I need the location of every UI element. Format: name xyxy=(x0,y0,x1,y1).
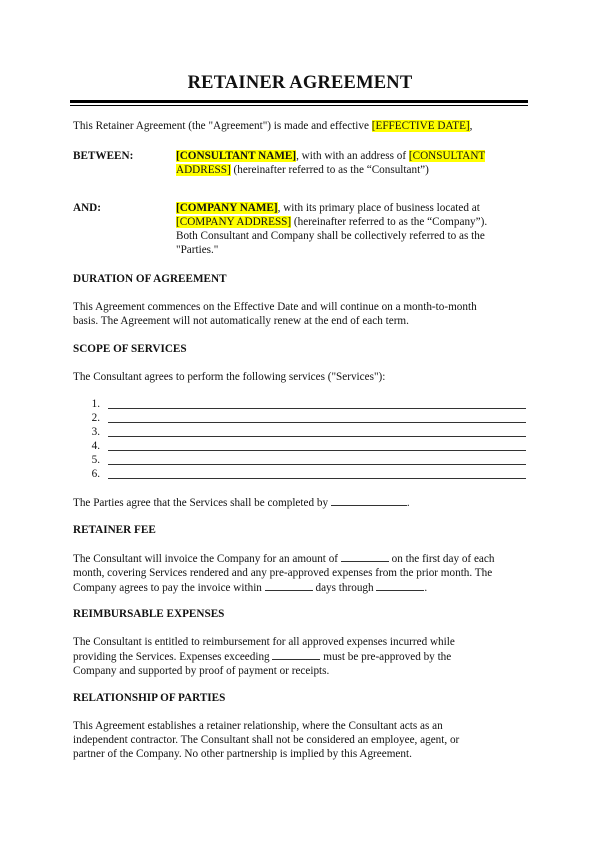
service-blank-line[interactable] xyxy=(108,408,526,409)
fee-line-2: month, covering Services rendered and any pre-approved expenses from the prior month. The xyxy=(73,567,493,579)
service-blank-line[interactable] xyxy=(108,450,526,451)
relationship-line-2: independent contractor. The Consultant shall not be considered an employee, agent, or xyxy=(73,734,460,746)
expenses-line-2b: must be pre-approved by the xyxy=(320,651,452,663)
between-text-1: , with with an address of xyxy=(296,150,409,162)
document-title: RETAINER AGREEMENT xyxy=(187,73,413,93)
payment-method-blank[interactable] xyxy=(376,580,424,591)
duration-line-1: This Agreement commences on the Effective Date and will continue on a month-to-month xyxy=(73,301,477,313)
fee-line-1b: on the first day of each xyxy=(388,553,495,565)
between-text-2: (hereinafter referred to as the “Consultant”) xyxy=(230,164,429,176)
service-number: 2. xyxy=(91,412,100,424)
expenses-line-3: Company and supported by proof of payment or receipts. xyxy=(73,665,330,677)
and-label: AND: xyxy=(73,202,101,214)
expenses-line-2a: providing the Services. Expenses exceeding xyxy=(73,651,273,663)
completion-text: The Parties agree that the Services shall be completed by xyxy=(73,497,331,509)
service-item-6[interactable] xyxy=(82,467,528,481)
retainer-fee-paragraph xyxy=(73,551,529,595)
duration-paragraph xyxy=(73,300,529,328)
service-item-1[interactable] xyxy=(82,397,528,411)
fee-line-1a: The Consultant will invoice the Company for an amount of xyxy=(73,553,341,565)
company-address-placeholder: [COMPANY ADDRESS] xyxy=(176,216,292,228)
service-item-5[interactable] xyxy=(82,453,528,467)
and-paragraph xyxy=(176,201,526,257)
between-label: BETWEEN: xyxy=(73,150,134,162)
effective-date-placeholder: [EFFECTIVE DATE] xyxy=(371,120,470,132)
and-text-3: Both Consultant and Company shall be collectively referred to as the xyxy=(176,230,485,242)
service-blank-line[interactable] xyxy=(108,464,526,465)
service-item-4[interactable] xyxy=(82,439,528,453)
expenses-heading: REIMBURSABLE EXPENSES xyxy=(73,608,225,620)
fee-line-3c: . xyxy=(424,582,428,594)
title-rule-thin xyxy=(70,105,528,106)
completion-paragraph xyxy=(73,495,529,510)
expense-threshold-blank[interactable] xyxy=(272,649,320,660)
completion-end: . xyxy=(406,497,410,509)
service-blank-line[interactable] xyxy=(108,478,526,479)
relationship-paragraph xyxy=(73,719,529,761)
service-blank-line[interactable] xyxy=(108,422,526,423)
intro-end: , xyxy=(469,120,473,132)
payment-days-blank[interactable] xyxy=(265,580,313,591)
scope-intro: The Consultant agrees to perform the following services ("Services"): xyxy=(73,371,386,383)
service-number: 4. xyxy=(91,440,100,452)
retainer-fee-heading: RETAINER FEE xyxy=(73,524,156,536)
consultant-address-placeholder-b: ADDRESS] xyxy=(176,164,231,176)
service-number: 6. xyxy=(91,468,100,480)
duration-line-2: basis. The Agreement will not automatically renew at the end of each term. xyxy=(73,315,409,327)
between-paragraph xyxy=(176,149,526,177)
and-text-1: , with its primary place of business located at xyxy=(277,202,480,214)
fee-amount-blank[interactable] xyxy=(341,551,389,562)
fee-line-3b: days through xyxy=(312,582,377,594)
intro-text: This Retainer Agreement (the "Agreement") is made and effective xyxy=(73,120,372,132)
service-number: 3. xyxy=(91,426,100,438)
relationship-line-1: This Agreement establishes a retainer relationship, where the Consultant acts as an xyxy=(73,720,443,732)
and-text-4: "Parties." xyxy=(176,244,219,256)
service-number: 5. xyxy=(91,454,100,466)
company-name-placeholder: [COMPANY NAME] xyxy=(176,202,278,214)
relationship-heading: RELATIONSHIP OF PARTIES xyxy=(73,692,226,704)
consultant-address-placeholder-a: [CONSULTANT xyxy=(408,150,486,162)
fee-line-3a: Company agrees to pay the invoice within xyxy=(73,582,265,594)
title-rule-thick xyxy=(70,100,528,103)
expenses-paragraph xyxy=(73,635,529,678)
completion-date-blank[interactable] xyxy=(331,495,407,506)
and-text-2: (hereinafter referred to as the “Company”). xyxy=(291,216,488,228)
scope-heading: SCOPE OF SERVICES xyxy=(73,343,187,355)
service-number: 1. xyxy=(91,398,100,410)
service-item-2[interactable] xyxy=(82,411,528,425)
service-blank-line[interactable] xyxy=(108,436,526,437)
relationship-line-3: partner of the Company. No other partnership is implied by this Agreement. xyxy=(73,748,412,760)
expenses-line-1: The Consultant is entitled to reimbursement for all approved expenses incurred while xyxy=(73,636,455,648)
service-item-3[interactable] xyxy=(82,425,528,439)
consultant-name-placeholder: [CONSULTANT NAME] xyxy=(176,150,297,162)
duration-heading: DURATION OF AGREEMENT xyxy=(73,273,227,285)
intro-paragraph xyxy=(73,119,529,133)
